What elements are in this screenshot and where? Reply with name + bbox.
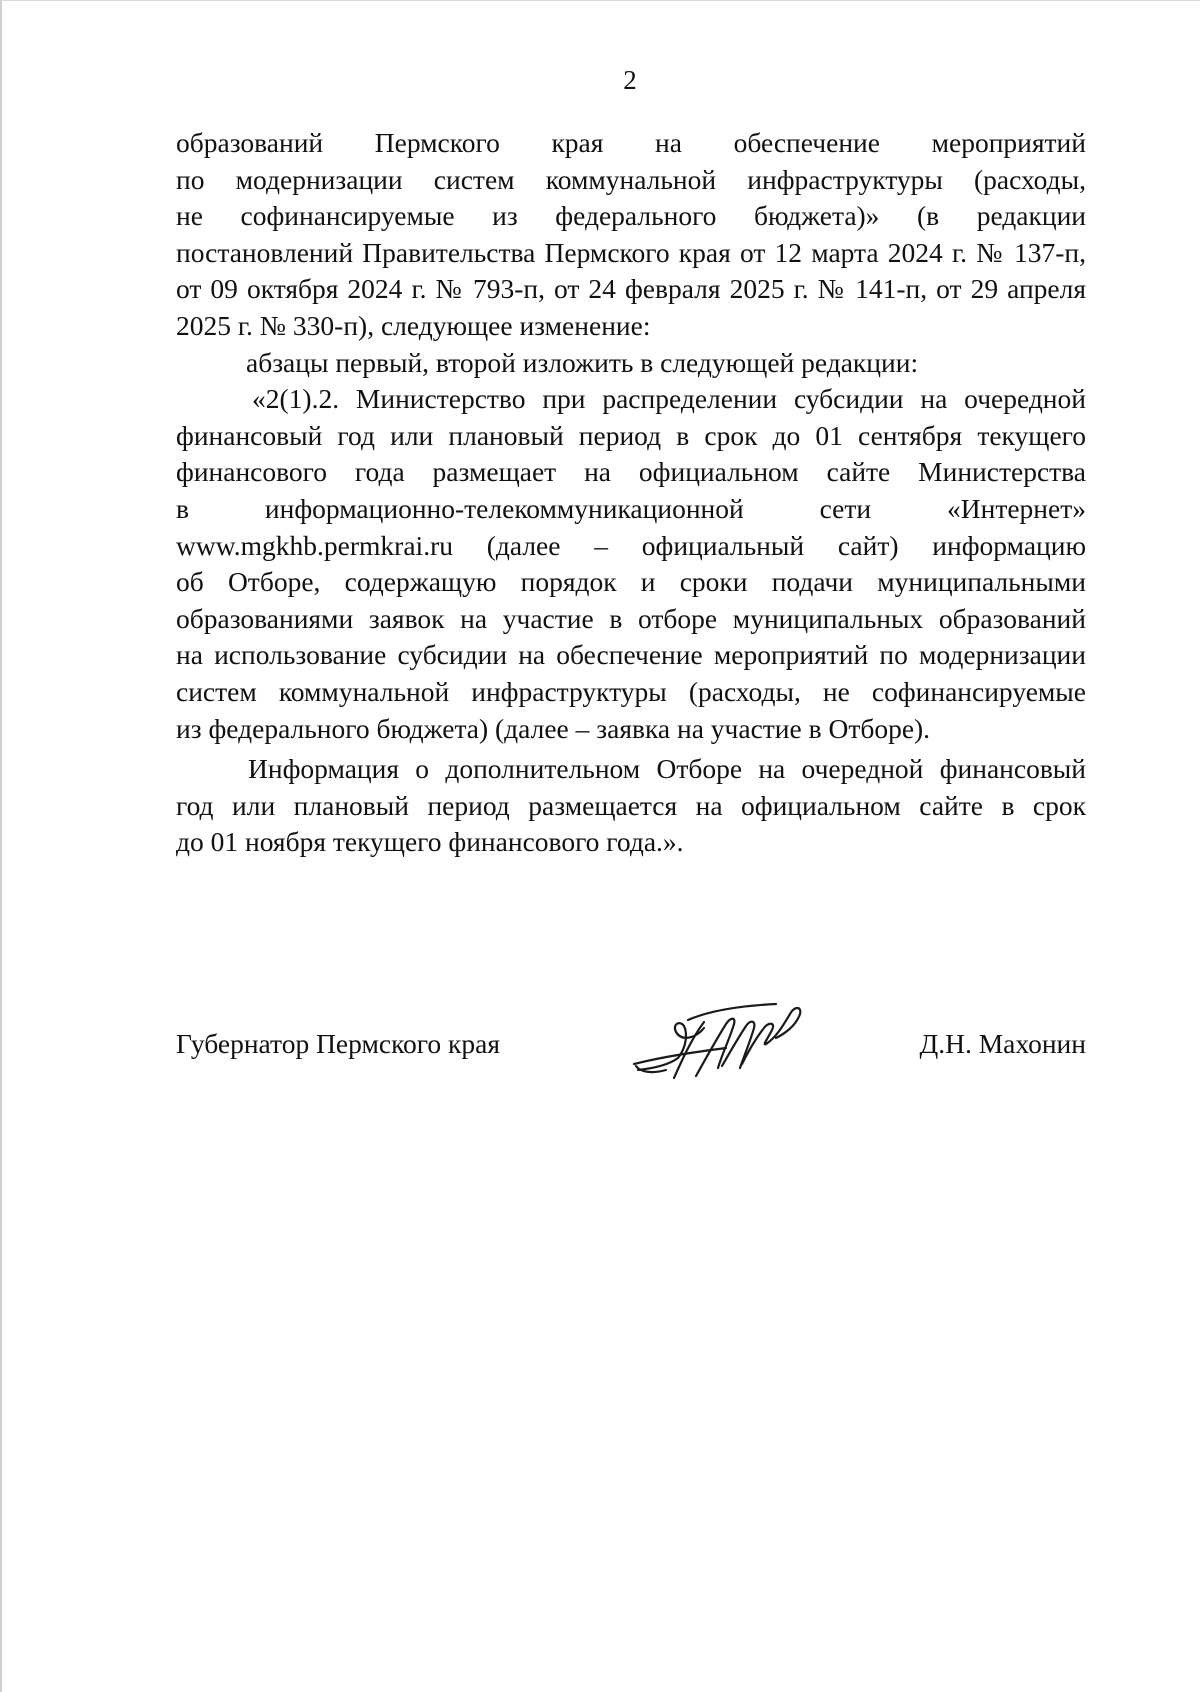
document-body: [176, 125, 1086, 861]
text-line: по модернизации систем коммунальной инфраструктуры (расходы,: [176, 163, 1086, 195]
text-line: не софинансируемые из федерального бюджета)» (в редакции: [176, 200, 1086, 232]
text-line: образованиями заявок на участие в отборе муниципальных образований: [176, 602, 1086, 634]
text-line: постановлений Правительства Пермского края от 12 марта 2024 г. № 137-п,: [176, 236, 1086, 268]
text-line: систем коммунальной инфраструктуры (расходы, не софинансируемые: [176, 675, 1086, 707]
text-line: год или плановый период размещается на официальном сайте в срок: [176, 789, 1086, 821]
page-number: 2: [623, 65, 637, 95]
text-line: образований Пермского края на обеспечение мероприятий: [176, 127, 1086, 158]
paragraph-continuation: [176, 125, 1086, 345]
signature-block: [176, 1020, 1086, 1080]
text-line: Информация о дополнительном Отборе на очередной финансовый: [248, 753, 1086, 785]
text-line: 2025 г. № 330-п), следующее изменение:: [176, 309, 651, 341]
text-line: www.mgkhb.permkrai.ru (далее – официальный сайт) информацию: [176, 529, 1086, 561]
signatory-position: Губернатор Пермского края: [176, 1028, 500, 1059]
text-line: финансового года размещает на официальном сайте Министерства: [176, 456, 1086, 488]
signatory-name: Д.Н. Махонин: [919, 1028, 1086, 1059]
handwritten-signature: [626, 998, 816, 1088]
text-line: финансовый год или плановый период в срок до 01 сентября текущего: [176, 419, 1086, 451]
text-line: до 01 ноября текущего финансового года.».: [176, 826, 684, 858]
scan-edge-left: [0, 0, 2, 1692]
text-line: «2(1).2. Министерство при распределении субсидии на очередной: [252, 383, 1086, 415]
paragraph-amendment-intro: абзацы первый, второй изложить в следующей редакции:: [246, 346, 919, 378]
paragraph-additional-selection: [176, 751, 1086, 861]
text-line: в информационно-телекоммуникационной сети «Интернет»: [176, 492, 1086, 524]
scan-edge-top: [0, 0, 1200, 1]
text-line: на использование субсидии на обеспечение мероприятий по модернизации: [176, 639, 1086, 671]
text-line: от 09 октября 2024 г. № 793-п, от 24 февраля 2025 г. № 141-п, от 29 апреля: [176, 273, 1086, 305]
text-line: из федерального бюджета) (далее – заявка на участие в Отборе).: [176, 712, 931, 744]
signature-strokes: [634, 1004, 800, 1078]
paragraph-amendment-text: [176, 381, 1086, 747]
text-line: об Отборе, содержащую порядок и сроки подачи муниципальными: [176, 566, 1086, 598]
